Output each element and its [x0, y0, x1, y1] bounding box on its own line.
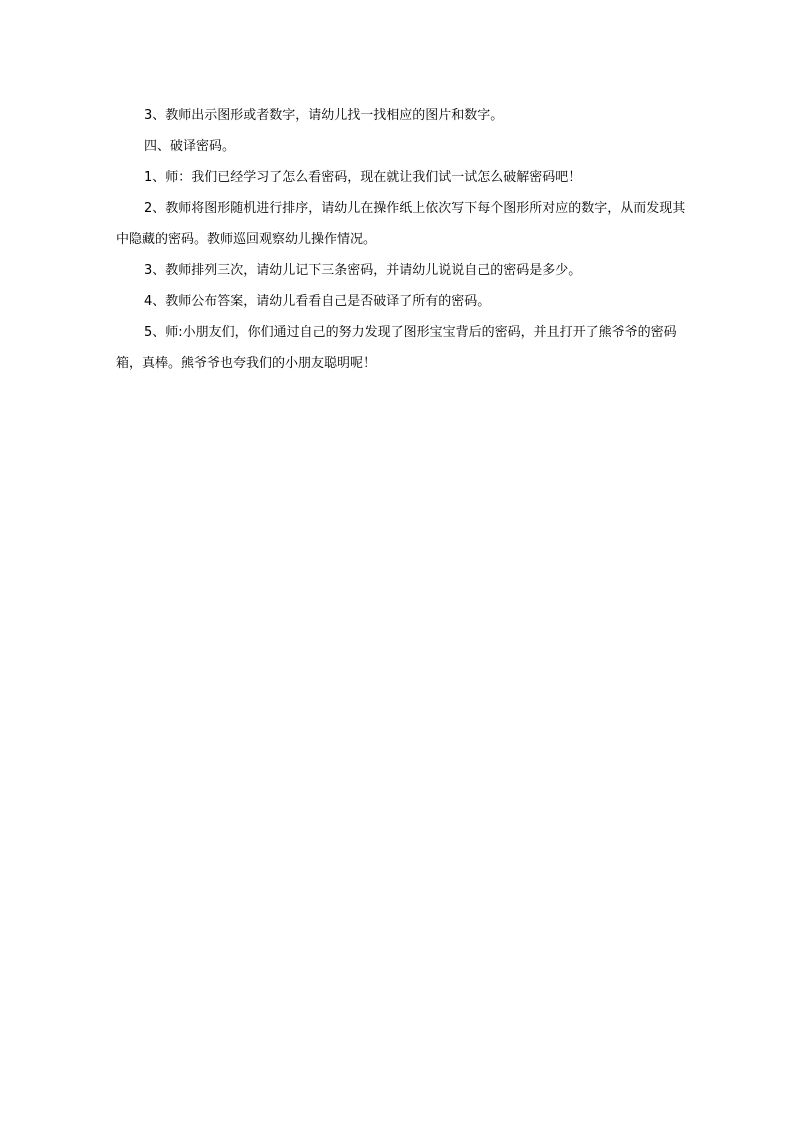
document-body — [116, 100, 686, 379]
paragraph-step-5-conclusion: 5、师:小朋友们，你们通过自己的努力发现了图形宝宝背后的密码，并且打开了熊爷爷的密码箱，真棒。熊爷爷也夸我们的小朋友聪明呢！ — [116, 325, 677, 371]
paragraph-step-3-show-shapes: 3、教师出示图形或者数字，请幼儿找一找相应的图片和数字。 — [144, 108, 504, 123]
paragraph-step-2-random-order: 2、教师将图形随机进行排序，请幼儿在操作纸上依次写下每个图形所对应的数字，从而发现其中隐藏的密码。教师巡回观察幼儿操作情况。 — [116, 201, 686, 247]
paragraph-step-4-announce-answers: 4、教师公布答案，请幼儿看看自己是否破译了所有的密码。 — [144, 294, 491, 309]
paragraph-step-1-teacher-intro: 1、师：我们已经学习了怎么看密码，现在就让我们试一试怎么破解密码吧！ — [144, 170, 582, 185]
paragraph-step-3-record-passwords: 3、教师排列三次，请幼儿记下三条密码，并请幼儿说说自己的密码是多少。 — [144, 263, 582, 278]
section-heading-decode-password: 四、破译密码。 — [144, 139, 236, 154]
